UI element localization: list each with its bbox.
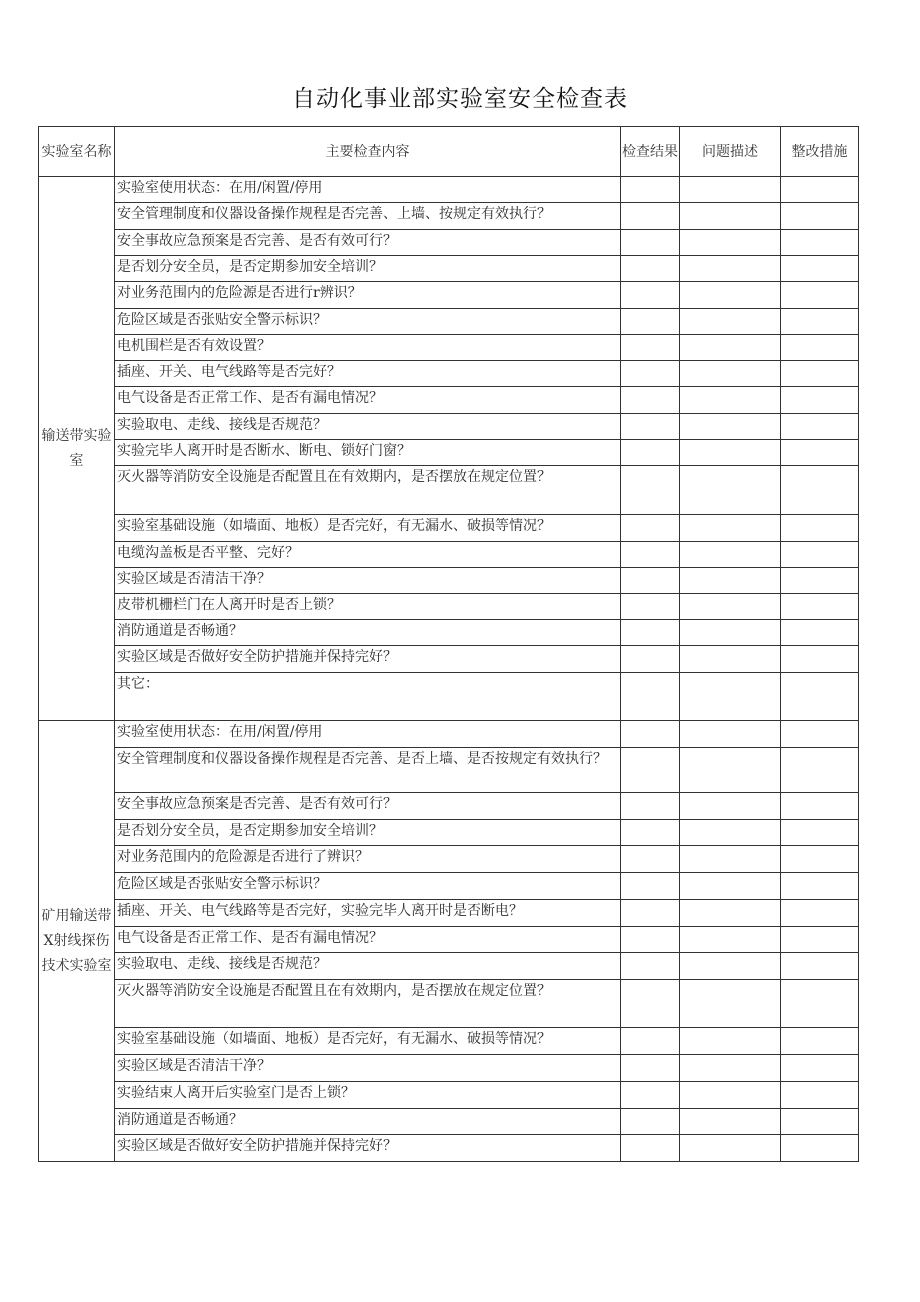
table-row [39, 673, 859, 721]
result-cell[interactable] [621, 646, 680, 673]
measures-cell[interactable] [781, 721, 859, 748]
check-item: 实验室基础设施（如墙面、地板）是否完好，有无漏水、破损等情况？ [115, 515, 621, 542]
measures-cell[interactable] [781, 1028, 859, 1055]
table-row [39, 542, 859, 568]
check-item: 危险区域是否张贴安全警示标识？ [115, 309, 621, 335]
problem-cell[interactable] [680, 873, 781, 900]
table-row [39, 953, 859, 980]
check-item: 实验区域是否做好安全防护措施并保持完好？ [115, 646, 621, 673]
problem-cell[interactable] [680, 1109, 781, 1135]
problem-cell[interactable] [680, 1082, 781, 1109]
result-cell[interactable] [621, 466, 680, 515]
check-item: 对业务范围内的危险源是否进行了辨识？ [115, 846, 621, 873]
measures-cell[interactable] [781, 335, 859, 361]
table-row [39, 1055, 859, 1082]
problem-cell[interactable] [680, 387, 781, 414]
measures-cell[interactable] [781, 953, 859, 980]
result-cell[interactable] [621, 820, 680, 846]
measures-cell[interactable] [781, 282, 859, 309]
check-item: 实验室基础设施（如墙面、地板）是否完好，有无漏水、破损等情况？ [115, 1028, 621, 1055]
check-item: 安全管理制度和仪器设备操作规程是否完善、上墙、按规定有效执行？ [115, 203, 621, 230]
result-cell[interactable] [621, 387, 680, 414]
problem-cell[interactable] [680, 466, 781, 515]
result-cell[interactable] [621, 414, 680, 440]
result-cell[interactable] [621, 673, 680, 721]
table-row [39, 846, 859, 873]
check-item: 危险区域是否张贴安全警示标识？ [115, 873, 621, 900]
measures-cell[interactable] [781, 873, 859, 900]
table-row [39, 900, 859, 927]
problem-cell[interactable] [680, 542, 781, 568]
check-item: 对业务范围内的危险源是否进行r辨识？ [115, 282, 621, 309]
header-content: 主要检查内容 [115, 127, 621, 177]
check-item: 实验区域是否清洁干净？ [115, 568, 621, 594]
problem-cell[interactable] [680, 846, 781, 873]
table-row [39, 230, 859, 256]
result-cell[interactable] [621, 953, 680, 980]
measures-cell[interactable] [781, 230, 859, 256]
problem-cell[interactable] [680, 927, 781, 953]
measures-cell[interactable] [781, 927, 859, 953]
header-measures: 整改措施 [781, 127, 859, 177]
table-row [39, 361, 859, 387]
table-row [39, 177, 859, 203]
measures-cell[interactable] [781, 387, 859, 414]
table-row [39, 256, 859, 282]
table-row [39, 793, 859, 820]
result-cell[interactable] [621, 335, 680, 361]
measures-cell[interactable] [781, 820, 859, 846]
result-cell[interactable] [621, 793, 680, 820]
measures-cell[interactable] [781, 203, 859, 230]
checklist-body [39, 177, 859, 1162]
table-row [39, 721, 859, 748]
check-item: 实验区域是否清洁干净？ [115, 1055, 621, 1082]
table-row [39, 1135, 859, 1162]
lab-name-cell: 输送带实验室 [39, 177, 115, 721]
table-row [39, 594, 859, 620]
result-cell[interactable] [621, 748, 680, 793]
measures-cell[interactable] [781, 309, 859, 335]
problem-cell[interactable] [680, 748, 781, 793]
result-cell[interactable] [621, 568, 680, 594]
check-item: 安全事故应急预案是否完善、是否有效可行？ [115, 230, 621, 256]
check-item: 实验室使用状态：在用/闲置/停用 [115, 721, 621, 748]
result-cell[interactable] [621, 256, 680, 282]
check-item: 电机围栏是否有效设置？ [115, 335, 621, 361]
problem-cell[interactable] [680, 820, 781, 846]
measures-cell[interactable] [781, 646, 859, 673]
check-item: 安全事故应急预案是否完善、是否有效可行？ [115, 793, 621, 820]
check-item: 灭火器等消防安全设施是否配置且在有效期内，是否摆放在规定位置？ [115, 980, 621, 1028]
measures-cell[interactable] [781, 466, 859, 515]
problem-cell[interactable] [680, 900, 781, 927]
problem-cell[interactable] [680, 177, 781, 203]
problem-cell[interactable] [680, 440, 781, 466]
problem-cell[interactable] [680, 282, 781, 309]
measures-cell[interactable] [781, 673, 859, 721]
header-lab-name: 实验室名称 [39, 127, 115, 177]
page-title: 自动化事业部实验室安全检查表 [292, 86, 628, 112]
measures-cell[interactable] [781, 1082, 859, 1109]
result-cell[interactable] [621, 203, 680, 230]
problem-cell[interactable] [680, 646, 781, 673]
measures-cell[interactable] [781, 1109, 859, 1135]
result-cell[interactable] [621, 309, 680, 335]
result-cell[interactable] [621, 440, 680, 466]
measures-cell[interactable] [781, 748, 859, 793]
table-row [39, 927, 859, 953]
problem-cell[interactable] [680, 1055, 781, 1082]
table-row [39, 568, 859, 594]
check-item: 实验结束人离开后实验室门是否上锁？ [115, 1082, 621, 1109]
problem-cell[interactable] [680, 256, 781, 282]
result-cell[interactable] [621, 515, 680, 542]
table-row [39, 646, 859, 673]
result-cell[interactable] [621, 1109, 680, 1135]
problem-cell[interactable] [680, 620, 781, 646]
measures-cell[interactable] [781, 177, 859, 203]
check-item: 是否划分安全员，是否定期参加安全培训？ [115, 256, 621, 282]
table-row [39, 1028, 859, 1055]
table-row [39, 309, 859, 335]
measures-cell[interactable] [781, 793, 859, 820]
table-row [39, 820, 859, 846]
problem-cell[interactable] [680, 953, 781, 980]
table-row [39, 282, 859, 309]
check-item: 插座、开关、电气线路等是否完好？ [115, 361, 621, 387]
problem-cell[interactable] [680, 568, 781, 594]
measures-cell[interactable] [781, 1055, 859, 1082]
table-row [39, 466, 859, 515]
header-problem: 问题描述 [680, 127, 781, 177]
measures-cell[interactable] [781, 440, 859, 466]
table-row [39, 620, 859, 646]
result-cell[interactable] [621, 846, 680, 873]
header-row [39, 127, 859, 177]
measures-cell[interactable] [781, 515, 859, 542]
lab-name-cell: 矿用输送带X射线探伤技术实验室 [39, 721, 115, 1162]
measures-cell[interactable] [781, 900, 859, 927]
check-item: 灭火器等消防安全设施是否配置且在有效期内，是否摆放在规定位置？ [115, 466, 621, 515]
result-cell[interactable] [621, 594, 680, 620]
problem-cell[interactable] [680, 673, 781, 721]
check-item: 电气设备是否正常工作、是否有漏电情况？ [115, 387, 621, 414]
check-item: 实验区域是否做好安全防护措施并保持完好？ [115, 1135, 621, 1162]
problem-cell[interactable] [680, 721, 781, 748]
result-cell[interactable] [621, 1028, 680, 1055]
table-row [39, 873, 859, 900]
problem-cell[interactable] [680, 230, 781, 256]
check-item: 皮带机栅栏门在人离开时是否上锁？ [115, 594, 621, 620]
check-item: 实验取电、走线、接线是否规范？ [115, 414, 621, 440]
problem-cell[interactable] [680, 361, 781, 387]
measures-cell[interactable] [781, 594, 859, 620]
result-cell[interactable] [621, 542, 680, 568]
check-item: 插座、开关、电气线路等是否完好，实验完毕人离开时是否断电？ [115, 900, 621, 927]
measures-cell[interactable] [781, 620, 859, 646]
problem-cell[interactable] [680, 1028, 781, 1055]
table-row [39, 515, 859, 542]
result-cell[interactable] [621, 361, 680, 387]
result-cell[interactable] [621, 1135, 680, 1162]
check-item: 消防通道是否畅通？ [115, 620, 621, 646]
table-row [39, 980, 859, 1028]
table-row [39, 203, 859, 230]
result-cell[interactable] [621, 980, 680, 1028]
result-cell[interactable] [621, 177, 680, 203]
result-cell[interactable] [621, 927, 680, 953]
problem-cell[interactable] [680, 594, 781, 620]
problem-cell[interactable] [680, 309, 781, 335]
result-cell[interactable] [621, 620, 680, 646]
measures-cell[interactable] [781, 846, 859, 873]
table-row [39, 748, 859, 793]
check-item: 其它： [115, 673, 621, 721]
problem-cell[interactable] [680, 335, 781, 361]
table-row [39, 440, 859, 466]
measures-cell[interactable] [781, 414, 859, 440]
result-cell[interactable] [621, 230, 680, 256]
check-item: 实验室使用状态：在用/闲置/停用 [115, 177, 621, 203]
problem-cell[interactable] [680, 203, 781, 230]
check-item: 电气设备是否正常工作、是否有漏电情况？ [115, 927, 621, 953]
result-cell[interactable] [621, 1055, 680, 1082]
problem-cell[interactable] [680, 515, 781, 542]
check-item: 是否划分安全员，是否定期参加安全培训？ [115, 820, 621, 846]
header-result: 检查结果 [621, 127, 680, 177]
measures-cell[interactable] [781, 361, 859, 387]
check-item: 消防通道是否畅通？ [115, 1109, 621, 1135]
table-row [39, 387, 859, 414]
check-item: 实验完毕人离开时是否断水、断电、锁好门窗？ [115, 440, 621, 466]
table-row [39, 335, 859, 361]
check-item: 电缆沟盖板是否平整、完好？ [115, 542, 621, 568]
result-cell[interactable] [621, 1082, 680, 1109]
result-cell[interactable] [621, 282, 680, 309]
problem-cell[interactable] [680, 1135, 781, 1162]
result-cell[interactable] [621, 721, 680, 748]
result-cell[interactable] [621, 900, 680, 927]
check-item: 安全管理制度和仪器设备操作规程是否完善、是否上墙、是否按规定有效执行？ [115, 748, 621, 793]
table-row [39, 414, 859, 440]
problem-cell[interactable] [680, 793, 781, 820]
table-row [39, 1082, 859, 1109]
table-row [39, 1109, 859, 1135]
measures-cell[interactable] [781, 256, 859, 282]
measures-cell[interactable] [781, 980, 859, 1028]
problem-cell[interactable] [680, 414, 781, 440]
check-item: 实验取电、走线、接线是否规范？ [115, 953, 621, 980]
checklist-table [38, 126, 859, 1162]
result-cell[interactable] [621, 873, 680, 900]
measures-cell[interactable] [781, 568, 859, 594]
measures-cell[interactable] [781, 542, 859, 568]
problem-cell[interactable] [680, 980, 781, 1028]
measures-cell[interactable] [781, 1135, 859, 1162]
